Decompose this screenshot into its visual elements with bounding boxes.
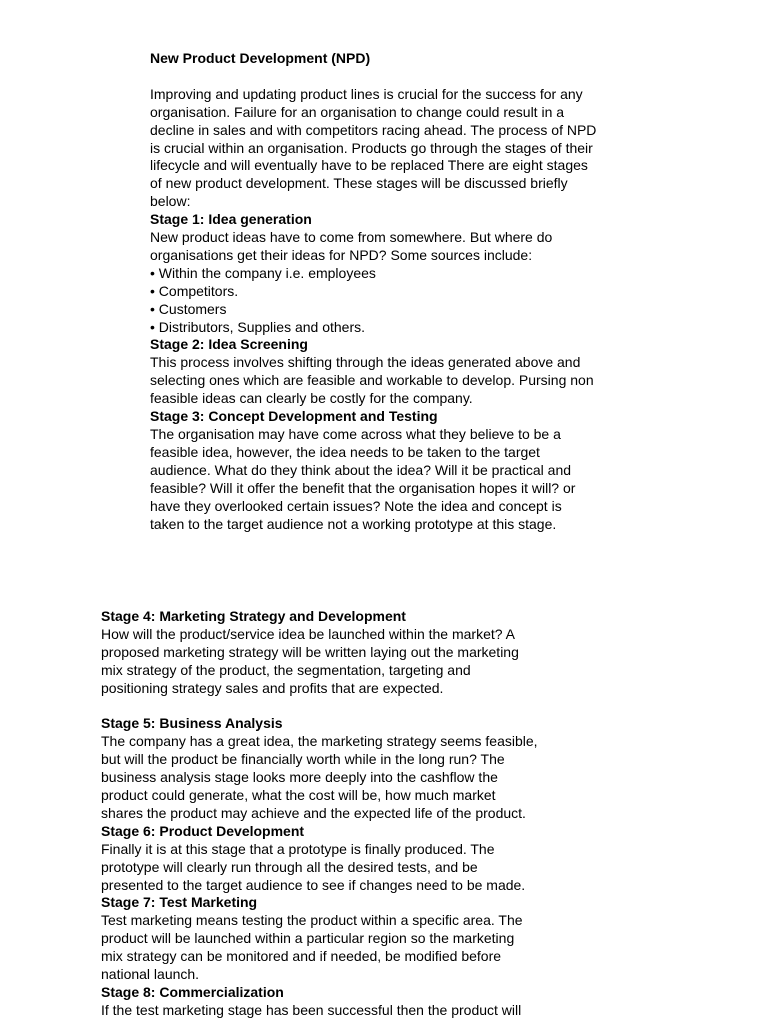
stage4-paragraph <box>101 626 581 698</box>
stage5-paragraph <box>101 733 581 823</box>
stage1-heading: Stage 1: Idea generation <box>150 211 312 228</box>
stage3-paragraph <box>150 426 640 533</box>
text-line: • Distributors, Supplies and others. <box>150 318 366 335</box>
text-line: selecting ones which are feasible and workable to develop. Pursing non <box>150 372 594 389</box>
page1-text <box>150 50 640 533</box>
text-line: Improving and updating product lines is crucial for the success for any <box>150 85 583 102</box>
stage3-heading: Stage 3: Concept Development and Testing <box>150 408 438 425</box>
text-line: business analysis stage looks more deeply into the cashflow the <box>101 769 498 786</box>
text-line: have they overlooked certain issues? Note the idea and concept is <box>150 497 562 514</box>
stage7-heading: Stage 7: Test Marketing <box>101 894 258 911</box>
text-line: lifecycle and will eventually have to be replaced There are eight stages <box>150 157 588 174</box>
stage7-paragraph <box>101 912 581 984</box>
text-line: • Competitors. <box>150 282 239 299</box>
text-line: If the test marketing stage has been successful then the product will <box>101 1001 522 1018</box>
stage8-paragraph <box>101 1002 581 1020</box>
text-line: national launch. <box>101 966 200 983</box>
text-line: feasible idea, however, the idea needs to be taken to the target <box>150 443 540 460</box>
text-line: taken to the target audience not a working prototype at this stage. <box>150 515 557 532</box>
text-line: How will the product/service idea be launched within the market? A <box>101 625 515 642</box>
stage4-heading: Stage 4: Marketing Strategy and Development <box>101 608 406 624</box>
text-line: feasible? Will it offer the benefit that the organisation hopes it will? or <box>150 479 576 496</box>
stage8-heading: Stage 8: Commercialization <box>101 984 284 1001</box>
spacer <box>101 698 581 716</box>
text-line: New product ideas have to come from somewhere. But where do <box>150 229 553 246</box>
text-line: is crucial within an organisation. Products go through the stages of their <box>150 139 593 156</box>
text-line: The organisation may have come across what they believe to be a <box>150 426 561 443</box>
text-line: positioning strategy sales and profits that are expected. <box>101 679 444 696</box>
text-line: product will be launched within a particular region so the marketing <box>101 930 515 947</box>
stage6-heading: Stage 6: Product Development <box>101 822 305 839</box>
stage1-paragraph <box>150 229 640 336</box>
text-line: product could generate, what the cost will be, how much market <box>101 787 496 804</box>
text-line: shares the product may achieve and the expected life of the product. <box>101 804 526 821</box>
text-line: Finally it is at this stage that a prototype is finally produced. The <box>101 840 495 857</box>
text-line: This process involves shifting through the ideas generated above and <box>150 354 581 371</box>
text-line: organisations get their ideas for NPD? Some sources include: <box>150 246 533 263</box>
text-line: organisation. Failure for an organisation to change could result in a <box>150 103 565 120</box>
text-line: mix strategy can be monitored and if needed, be modified before <box>101 948 502 965</box>
text-line: mix strategy of the product, the segmentation, targeting and <box>101 661 471 678</box>
text-line: below: <box>150 193 191 210</box>
text-line: Test marketing means testing the product within a specific area. The <box>101 912 523 929</box>
text-line: audience. What do they think about the idea? Will it be practical and <box>150 461 572 478</box>
text-line: • Customers <box>150 300 227 317</box>
text-line: presented to the target audience to see if changes need to be made. <box>101 876 526 893</box>
stage2-heading: Stage 2: Idea Screening <box>150 336 308 353</box>
text-line: of new product development. These stages will be discussed briefly <box>150 175 568 192</box>
text-line: The company has a great idea, the marketing strategy seems feasible, <box>101 733 538 750</box>
text-line: prototype will clearly run through all the desired tests, and be <box>101 858 478 875</box>
stage6-paragraph <box>101 841 581 895</box>
spacer <box>150 68 640 86</box>
stage5-heading: Stage 5: Business Analysis <box>101 715 283 732</box>
text-line: feasible ideas can clearly be costly for the company. <box>150 390 473 407</box>
text-line: • Within the company i.e. employees <box>150 264 376 281</box>
text-line: but will the product be financially worth while in the long run? The <box>101 751 505 768</box>
text-line: proposed marketing strategy will be written laying out the marketing <box>101 643 519 660</box>
stage2-paragraph <box>150 354 640 408</box>
page2-text <box>101 608 581 1020</box>
intro-paragraph <box>150 86 640 211</box>
text-line: decline in sales and with competitors racing ahead. The process of NPD <box>150 121 597 138</box>
document-title: New Product Development (NPD) <box>150 50 371 66</box>
